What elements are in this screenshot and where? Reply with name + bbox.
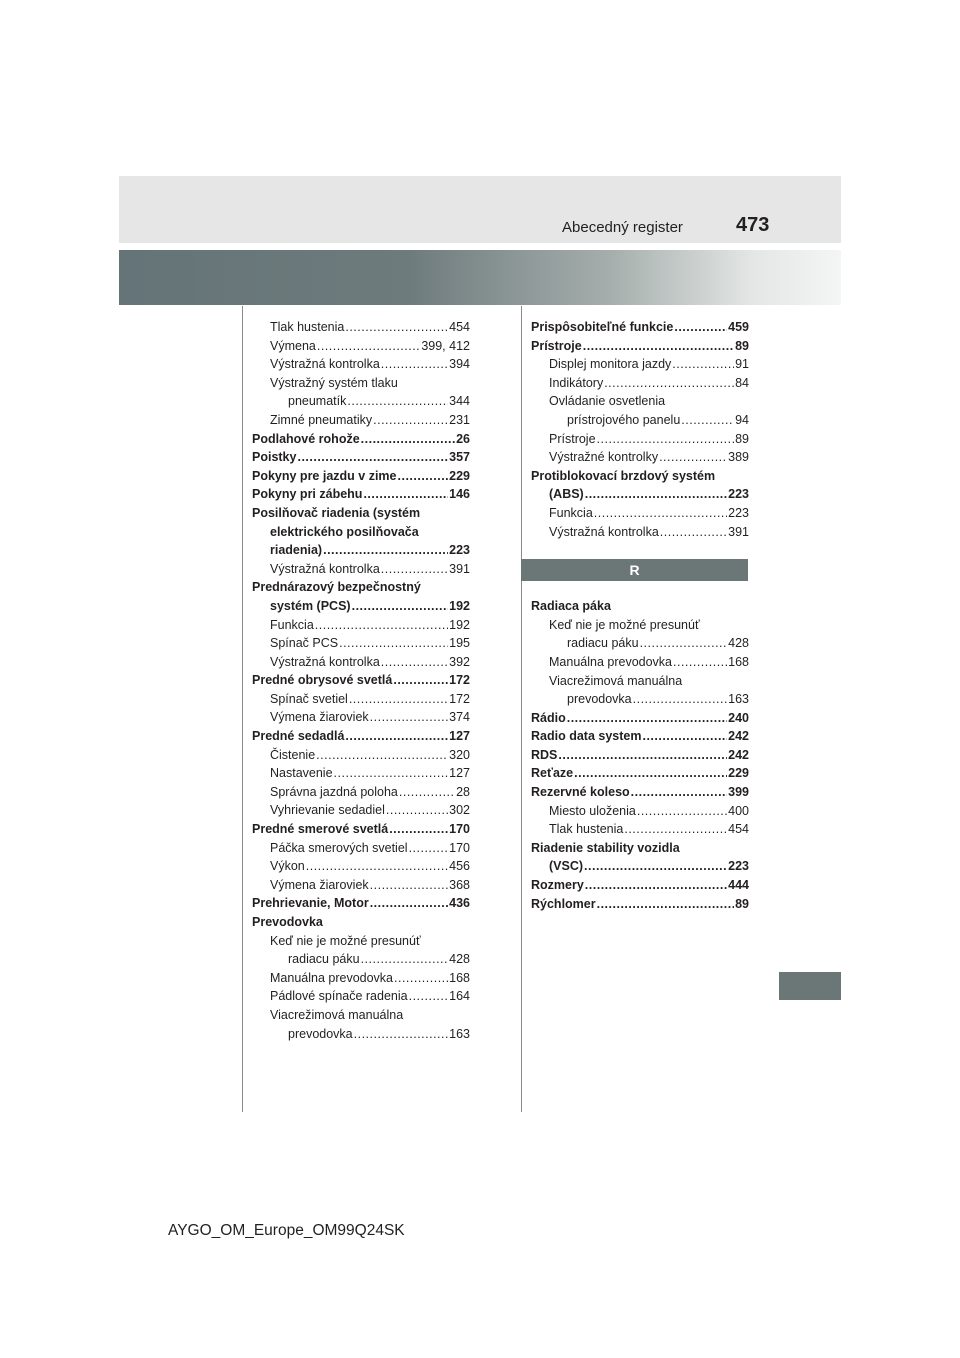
- page-reference: 357: [449, 450, 470, 465]
- index-term: Predné sedadlá: [252, 729, 345, 744]
- index-heading-ovladanie-osvetlenia: Ovládanie osvetlenia: [549, 394, 666, 409]
- page-reference: 374: [449, 710, 470, 725]
- index-entry-spinac-svetiel: [252, 690, 470, 709]
- dot-leader: [558, 746, 727, 765]
- page-reference: 163: [449, 1026, 470, 1041]
- index-term: Prístroje: [531, 338, 582, 353]
- index-entry-prevodovka: [531, 690, 749, 709]
- index-term: (ABS): [549, 487, 584, 502]
- index-term: prístrojového panelu: [567, 412, 681, 427]
- index-term: Spínač PCS: [270, 636, 339, 651]
- dot-leader: [624, 820, 727, 839]
- index-entry-indikatory: [531, 374, 749, 393]
- index-entry-funkcia: [252, 616, 470, 635]
- index-entry-rds: [531, 746, 749, 765]
- index-entry-prisposobitelne-funkcie: [531, 318, 749, 337]
- page-reference: 242: [728, 729, 749, 744]
- dot-leader: [339, 634, 448, 653]
- index-term: Predné obrysové svetlá: [252, 673, 393, 688]
- index-entry-pristrojoveho-panelu: [531, 411, 749, 430]
- index-entry-spinac-pcs: [252, 634, 470, 653]
- page-reference: 302: [449, 803, 470, 818]
- index-column-left: [252, 318, 470, 1043]
- index-entry-miesto-ulozenia: [531, 802, 749, 821]
- index-entry-retaze: [531, 764, 749, 783]
- index-term: Miesto uloženia: [549, 803, 636, 818]
- index-term: radiacu páku: [288, 952, 360, 967]
- index-term: Výkon: [270, 859, 305, 874]
- index-entry-podlahove-rohoze: [252, 430, 470, 449]
- section-thumb-tab: [779, 972, 841, 1000]
- index-entry-pristroje: [531, 337, 749, 356]
- index-entry-manualna-prevodovka: [531, 653, 749, 672]
- page-reference: 436: [449, 896, 470, 911]
- dot-leader: [640, 634, 728, 653]
- dot-leader: [352, 597, 449, 616]
- index-entry-radiacu-paku: [531, 634, 749, 653]
- index-heading-prednarazovy-bezpecnostny: Prednárazový bezpečnostný: [252, 580, 421, 595]
- page-reference: 428: [449, 952, 470, 967]
- index-entry-tlak-hustenia: [252, 318, 470, 337]
- page-reference: 195: [449, 636, 470, 651]
- page-reference: 242: [728, 747, 749, 762]
- index-entry-displej-monitora-jazdy: [531, 355, 749, 374]
- index-term: Radio data system: [531, 729, 642, 744]
- index-term: Zimné pneumatiky: [270, 412, 373, 427]
- dot-leader: [347, 392, 448, 411]
- index-term: Poistky: [252, 450, 297, 465]
- dot-leader: [673, 653, 727, 672]
- index-heading-ked-nie-je-mozne-presunut: Keď nie je možné presunúť: [549, 617, 700, 632]
- index-term: Páčka smerových svetiel: [270, 840, 408, 855]
- index-term: Výstražná kontrolka: [270, 654, 380, 669]
- index-term: prevodovka: [288, 1026, 353, 1041]
- index-term: Pokyny pri zábehu: [252, 487, 363, 502]
- dot-leader: [409, 839, 449, 858]
- index-term: Funkcia: [549, 505, 593, 520]
- index-entry-predne-sedadla: [252, 727, 470, 746]
- page-reference: 428: [728, 636, 749, 651]
- index-entry-prehrievanie-motor: [252, 894, 470, 913]
- dot-leader: [345, 318, 448, 337]
- dot-leader: [393, 671, 448, 690]
- index-entry-packa-smerovych-svetiel: [252, 839, 470, 858]
- page-reference: 89: [735, 338, 749, 353]
- index-entry-vystrazna-kontrolka: [531, 523, 749, 542]
- index-entry-vystrazna-kontrolka: [252, 653, 470, 672]
- index-term: Pokyny pre jazdu v zime: [252, 468, 397, 483]
- dot-leader: [361, 950, 449, 969]
- dot-leader: [659, 448, 727, 467]
- index-term: Správna jazdná poloha: [270, 784, 398, 799]
- index-term: (VSC): [549, 859, 584, 874]
- dot-leader: [584, 857, 727, 876]
- index-entry-padlove-spinace-radenia: [252, 987, 470, 1006]
- dot-leader: [373, 411, 448, 430]
- dot-leader: [370, 876, 448, 895]
- dot-leader: [381, 355, 448, 374]
- index-term: Vyhrievanie sedadiel: [270, 803, 385, 818]
- page-reference: 240: [728, 710, 749, 725]
- dot-leader: [334, 764, 449, 783]
- page-reference: 223: [728, 859, 749, 874]
- dot-leader: [389, 820, 448, 839]
- index-term: Nastavenie: [270, 766, 333, 781]
- index-term: prevodovka: [567, 692, 632, 707]
- index-group-r: [531, 597, 749, 913]
- index-term: Manuálna prevodovka: [549, 654, 672, 669]
- dot-leader: [363, 485, 448, 504]
- page-reference: 84: [735, 375, 749, 390]
- dot-leader: [660, 523, 727, 542]
- index-entry-vymena-ziaroviek: [252, 708, 470, 727]
- page-reference: 444: [728, 878, 749, 893]
- index-heading-prevodovka: Prevodovka: [252, 915, 323, 929]
- dot-leader: [637, 802, 727, 821]
- page-reference: 168: [449, 970, 470, 985]
- index-group-p-continued: [531, 318, 749, 541]
- page-reference: 170: [449, 840, 470, 855]
- dot-leader: [398, 467, 449, 486]
- dot-leader: [306, 857, 448, 876]
- index-heading-radiaca-paka: Radiaca páka: [531, 599, 611, 614]
- page-reference: 368: [449, 877, 470, 892]
- index-term: Prístroje: [549, 431, 596, 446]
- index-entry-system-pcs: [252, 597, 470, 616]
- page-reference: 94: [735, 412, 749, 427]
- page-reference: 223: [728, 487, 749, 502]
- page-number: 473: [736, 214, 770, 236]
- index-term: Prehrievanie, Motor: [252, 896, 369, 911]
- index-heading-elektrickeho-posilnovaca: elektrického posilňovača: [270, 524, 419, 539]
- index-heading-ked-nie-je-mozne-presunut: Keď nie je možné presunúť: [270, 933, 421, 948]
- index-heading-riadenie-stability-vozidla: Riadenie stability vozidla: [531, 840, 680, 855]
- index-term: Výstražná kontrolka: [270, 357, 380, 372]
- index-term: Podlahové rohože: [252, 431, 360, 446]
- dot-leader: [370, 894, 448, 913]
- dot-leader: [604, 374, 734, 393]
- index-term: Indikátory: [549, 375, 604, 390]
- page-reference: 170: [449, 822, 470, 837]
- index-term: Predné smerové svetlá: [252, 822, 389, 837]
- page-reference: 344: [449, 394, 470, 409]
- index-term: Prispôsobiteľné funkcie: [531, 320, 674, 334]
- dot-leader: [583, 337, 734, 356]
- index-term: systém (PCS): [270, 598, 351, 613]
- page-reference: 89: [735, 896, 749, 911]
- index-entry-predne-smerove-svetla: [252, 820, 470, 839]
- page-reference: 454: [728, 822, 749, 837]
- page-reference: 127: [449, 729, 470, 744]
- page-reference: 168: [728, 654, 749, 669]
- dot-leader: [585, 876, 727, 895]
- dot-leader: [633, 690, 728, 709]
- index-term: Výstražné kontrolky: [549, 450, 659, 465]
- index-term: Displej monitora jazdy: [549, 357, 672, 372]
- index-heading-vystrazny-system-tlaku: Výstražný systém tlaku: [270, 375, 398, 390]
- index-entry-vymena-ziaroviek: [252, 876, 470, 895]
- index-entry-poistky: [252, 448, 470, 467]
- dot-leader: [409, 987, 449, 1006]
- index-entry-pokyny-pre-jazdu-v-zime: [252, 467, 470, 486]
- index-term: Výstražná kontrolka: [270, 561, 380, 576]
- dot-leader: [349, 690, 448, 709]
- page-reference: 28: [456, 784, 470, 799]
- letter-heading-r: R: [521, 559, 748, 581]
- index-entry-vystrazne-kontrolky: [531, 448, 749, 467]
- page-reference: 91: [735, 357, 749, 372]
- index-term: pneumatík: [288, 394, 347, 409]
- index-entry-vsc: [531, 857, 749, 876]
- index-entry-zimne-pneumatiky: [252, 411, 470, 430]
- index-entry-rozmery: [531, 876, 749, 895]
- index-entry-nastavenie: [252, 764, 470, 783]
- index-heading-viacrezimova-manualna: Viacrežimová manuálna: [549, 673, 683, 688]
- dot-leader: [381, 653, 448, 672]
- dot-leader: [317, 337, 420, 356]
- dot-leader: [297, 448, 448, 467]
- dot-leader: [345, 727, 448, 746]
- index-term: Výmena žiaroviek: [270, 877, 369, 892]
- index-heading-viacrezimova-manualna: Viacrežimová manuálna: [270, 1007, 404, 1022]
- page-reference: 127: [449, 766, 470, 781]
- dot-leader: [399, 783, 455, 802]
- page-reference: 229: [449, 468, 470, 483]
- index-entry-pristroje: [531, 430, 749, 449]
- page-reference: 192: [449, 617, 470, 632]
- index-entry-pneumatik: [252, 392, 470, 411]
- page-reference: 456: [449, 859, 470, 874]
- index-entry-prevodovka: [252, 1025, 470, 1044]
- right-column-rule: [521, 306, 522, 1112]
- index-entry-vyhrievanie-sedadiel: [252, 801, 470, 820]
- page-reference: 229: [728, 766, 749, 781]
- page-reference: 389: [728, 450, 749, 465]
- header-gradient-band: [119, 250, 841, 305]
- index-heading-posilnovac-riadenia-system: Posilňovač riadenia (systém: [252, 505, 421, 520]
- index-column-right: [531, 318, 749, 913]
- index-entry-vymena: [252, 337, 470, 356]
- dot-leader: [323, 541, 448, 560]
- page-reference: 459: [728, 320, 749, 334]
- dot-leader: [597, 895, 734, 914]
- index-term: Spínač svetiel: [270, 691, 348, 706]
- dot-leader: [316, 746, 448, 765]
- page-reference: 172: [449, 691, 470, 706]
- index-entry-funkcia: [531, 504, 749, 523]
- page-reference: 394: [449, 357, 470, 372]
- dot-leader: [315, 616, 448, 635]
- index-entry-manualna-prevodovka: [252, 969, 470, 988]
- dot-leader: [594, 504, 727, 523]
- page-reference: 146: [449, 487, 470, 502]
- page-reference: 192: [449, 598, 470, 613]
- index-entry-predne-obrysove-svetla: [252, 671, 470, 690]
- page-reference: 391: [449, 561, 470, 576]
- index-term: Tlak hustenia: [549, 822, 624, 837]
- page-reference: 231: [449, 412, 470, 427]
- page-reference: 163: [728, 692, 749, 707]
- dot-leader: [574, 764, 727, 783]
- page-reference: 26: [456, 431, 470, 446]
- index-term: Reťaze: [531, 766, 574, 781]
- document-footer: AYGO_OM_Europe_OM99Q24SK: [168, 1222, 405, 1239]
- index-entry-tlak-hustenia: [531, 820, 749, 839]
- page-reference: 223: [449, 543, 470, 558]
- page-reference: 172: [449, 673, 470, 688]
- index-heading-protiblokovaci-brzdovy-system: Protiblokovací brzdový systém: [531, 468, 716, 483]
- page-reference: 89: [735, 431, 749, 446]
- page-reference: 391: [728, 524, 749, 539]
- index-entry-radio-data-system: [531, 727, 749, 746]
- index-entry-rezervne-koleso: [531, 783, 749, 802]
- index-entry-spravna-jazdna-poloha: [252, 783, 470, 802]
- page-reference: 454: [449, 320, 470, 334]
- left-column-rule: [242, 306, 243, 1112]
- index-term: Rýchlomer: [531, 896, 596, 911]
- index-entry-rychlomer: [531, 895, 749, 914]
- index-term: Výmena: [270, 338, 316, 353]
- index-term: RDS: [531, 747, 558, 762]
- dot-leader: [631, 783, 727, 802]
- index-term: Rozmery: [531, 878, 584, 893]
- dot-leader: [672, 355, 734, 374]
- index-term: Funkcia: [270, 617, 314, 632]
- page-reference: 320: [449, 747, 470, 762]
- section-title: Abecedný register: [562, 219, 683, 236]
- index-term: Pádlové spínače radenia: [270, 989, 408, 1004]
- index-entry-abs: [531, 485, 749, 504]
- dot-leader: [386, 801, 448, 820]
- index-entry-riadenia: [252, 541, 470, 560]
- index-term: Rádio: [531, 710, 566, 725]
- index-entry-pokyny-pri-zabehu: [252, 485, 470, 504]
- index-term: Čistenie: [270, 747, 316, 762]
- dot-leader: [681, 411, 734, 430]
- page-reference: 164: [449, 989, 470, 1004]
- index-term: Manuálna prevodovka: [270, 970, 393, 985]
- index-entry-vystrazna-kontrolka: [252, 355, 470, 374]
- index-term: Tlak hustenia: [270, 320, 345, 334]
- dot-leader: [381, 560, 448, 579]
- page-reference: 223: [728, 505, 749, 520]
- page-reference: 399: [728, 785, 749, 800]
- index-entry-vykon: [252, 857, 470, 876]
- index-entry-cistenie: [252, 746, 470, 765]
- header-bar: [119, 176, 841, 243]
- index-term: Výmena žiaroviek: [270, 710, 369, 725]
- index-entry-vystrazna-kontrolka: [252, 560, 470, 579]
- dot-leader: [642, 727, 727, 746]
- page-reference: 392: [449, 654, 470, 669]
- dot-leader: [394, 969, 448, 988]
- page-reference: 400: [728, 803, 749, 818]
- index-term: riadenia): [270, 543, 323, 558]
- dot-leader: [354, 1025, 449, 1044]
- dot-leader: [674, 318, 727, 337]
- index-term: Rezervné koleso: [531, 785, 630, 800]
- dot-leader: [567, 709, 727, 728]
- index-entry-radiacu-paku: [252, 950, 470, 969]
- page-reference: 399, 412: [421, 338, 470, 353]
- dot-leader: [585, 485, 727, 504]
- index-term: radiacu páku: [567, 636, 639, 651]
- index-entry-radio: [531, 709, 749, 728]
- dot-leader: [361, 430, 455, 449]
- dot-leader: [597, 430, 735, 449]
- dot-leader: [370, 708, 448, 727]
- index-term: Výstražná kontrolka: [549, 524, 659, 539]
